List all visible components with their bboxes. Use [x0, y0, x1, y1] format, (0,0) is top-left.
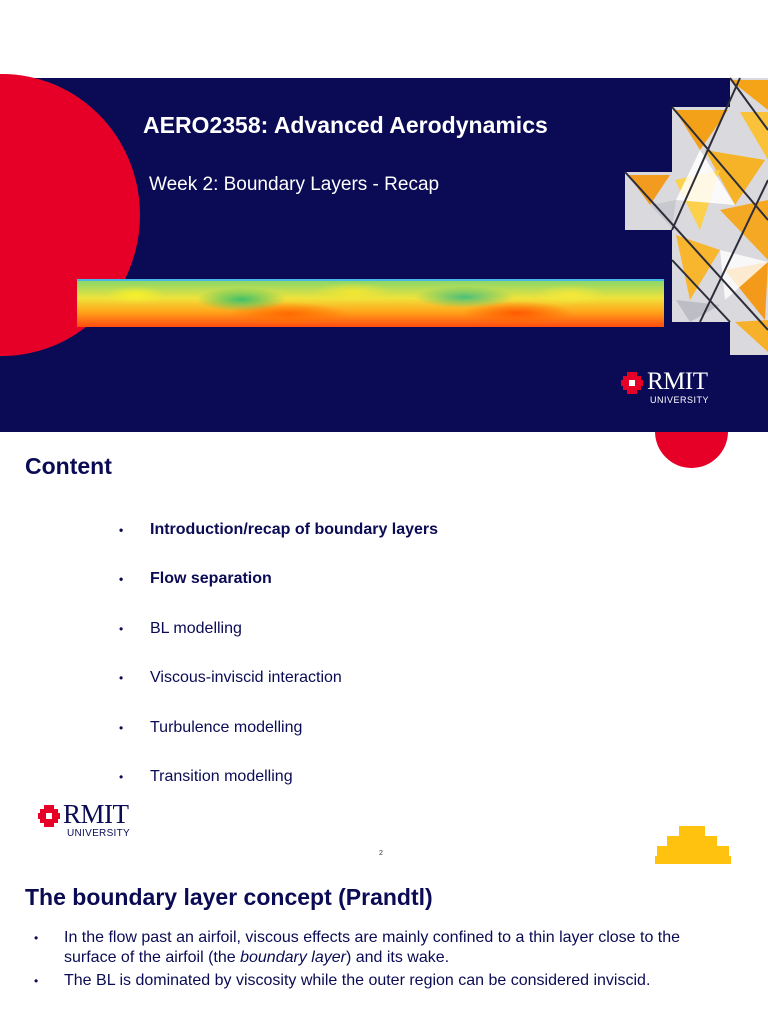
yellow-red-ship-graphic	[655, 826, 731, 864]
rmit-pixel-logo-icon	[38, 805, 60, 827]
boundary-layer-slide	[0, 864, 768, 1024]
list-item	[34, 971, 714, 991]
content-list	[119, 518, 438, 814]
list-item-label: Introduction/recap of boundary layers	[150, 521, 439, 538]
slide-title: The boundary layer concept (Prandtl)	[25, 884, 433, 910]
title-slide	[0, 0, 768, 432]
university-label: UNIVERSITY	[67, 828, 131, 839]
bullet-text: The BL is dominated by viscosity while the outer region can be considered inviscid.	[64, 972, 651, 989]
list-item-label: Viscous-inviscid interaction	[150, 669, 342, 687]
turbulent-flow-visualization	[77, 279, 664, 327]
rmit-wordmark: RMIT	[63, 799, 129, 829]
bullet-glyph: •	[119, 523, 124, 537]
bullet-glyph: •	[119, 720, 124, 735]
list-item	[34, 928, 714, 968]
page-number: 2	[379, 850, 383, 857]
list-item	[119, 518, 438, 567]
list-item	[119, 716, 438, 765]
boundary-layer-emphasis: boundary layer	[240, 949, 346, 966]
rmit-wordmark: RMIT	[647, 368, 708, 395]
bullet-list	[34, 928, 714, 994]
bullet-glyph: •	[119, 621, 124, 636]
week-subtitle: Week 2: Boundary Layers - Recap	[149, 174, 440, 195]
rmit-logo	[38, 799, 148, 846]
bullet-glyph: •	[34, 974, 39, 988]
list-item-label: Turbulence modelling	[150, 718, 303, 736]
list-item-label: BL modelling	[150, 619, 242, 637]
list-item-label: Transition modelling	[150, 767, 293, 785]
rmit-logo	[621, 368, 721, 407]
course-title: AERO2358: Advanced Aerodynamics	[143, 112, 548, 138]
bullet-glyph: •	[34, 931, 39, 945]
red-semicircle-decoration	[655, 432, 728, 468]
content-title: Content	[25, 453, 112, 479]
bullet-glyph: •	[119, 769, 124, 784]
bullet-text-start: In the flow past an airfoil, viscous effects are mainly confined to a thin layer close to the surface of the airfoil (the	[64, 929, 681, 966]
bullet-glyph: •	[119, 572, 124, 587]
bullet-glyph: •	[119, 671, 124, 686]
list-item	[119, 666, 438, 715]
list-item	[119, 617, 438, 666]
list-item	[119, 765, 438, 814]
list-item-label: Flow separation	[150, 570, 272, 588]
content-slide	[0, 432, 768, 864]
rmit-pixel-logo-icon	[621, 372, 643, 394]
list-item	[119, 567, 438, 616]
university-label: UNIVERSITY	[650, 395, 710, 405]
bullet-text-end: ) and its wake.	[345, 949, 450, 966]
